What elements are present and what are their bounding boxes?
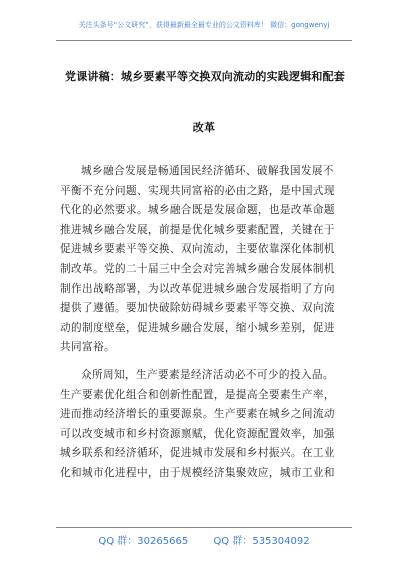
paragraph-line: 动的制度壁垒，促进城乡融合发展，缩小城乡差别，促进 — [60, 321, 335, 334]
paragraph-line: 进而推动经济增长的重要源泉。生产要素在城乡之间流动 — [60, 408, 335, 421]
document-title-line-2: 改革 — [192, 121, 216, 134]
paragraph-line: 提供了遵循。要加快破除妨碍城乡要素平等交换、双向流 — [60, 302, 335, 315]
paragraph-line: 可以改变城市和乡村资源禀赋，优化资源配置效率，加强 — [60, 427, 335, 440]
paragraph-line: 共同富裕。 — [60, 341, 115, 354]
paragraph-line: 化和城市化进程中，由于规模经济集聚效应，城市工业和 — [60, 466, 335, 479]
paragraph-line: 制改革。党的二十届三中全会对完善城乡融合发展体制机 — [60, 262, 335, 275]
paragraph-line: 推进城乡融合发展，前提是优化城乡要素配置，关键在于 — [60, 223, 335, 236]
paragraph-line: 城乡联系和经济循环，促进城市发展和乡村振兴。在工业 — [60, 447, 335, 460]
document-body — [60, 162, 350, 484]
paragraph-line: 代化的必然要求。城乡融合既是发展命题，也是改革命题 — [60, 204, 335, 217]
footer-divider — [56, 527, 352, 528]
footer-qq-group-1: QQ 群：30265665 — [98, 536, 189, 547]
footer-qq-group-2: QQ 群：535304092 — [213, 536, 310, 547]
paragraph-line: 城乡融合发展是畅通国民经济循环、破解我国发展不 — [81, 165, 334, 177]
header-divider — [56, 40, 352, 41]
page-footer — [0, 532, 408, 547]
paragraph-line: 生产要素优化组合和创新性配置，是提高全要素生产率， — [60, 388, 335, 401]
paragraph-line: 平衡不充分问题、实现共同富裕的必由之路，是中国式现 — [60, 184, 335, 197]
paragraph-1 — [60, 162, 350, 358]
paragraph-2 — [60, 366, 350, 484]
page-header-promo: 关注头条号“公文研究”，获得最新最全最专业的公文资料库！ 微信：gongwenyj — [78, 21, 330, 29]
paragraph-line: 众所周知，生产要素是经济活动必不可少的投入品。 — [81, 368, 334, 381]
paragraph-line: 制作出战略部署，为以改革促进城乡融合发展指明了方向 — [60, 282, 335, 295]
document-title-line-1: 党课讲稿：城乡要素平等交换双向流动的实践逻辑和配套 — [65, 70, 345, 83]
paragraph-line: 促进城乡要素平等交换、双向流动，主要依靠深化体制机 — [60, 243, 335, 256]
